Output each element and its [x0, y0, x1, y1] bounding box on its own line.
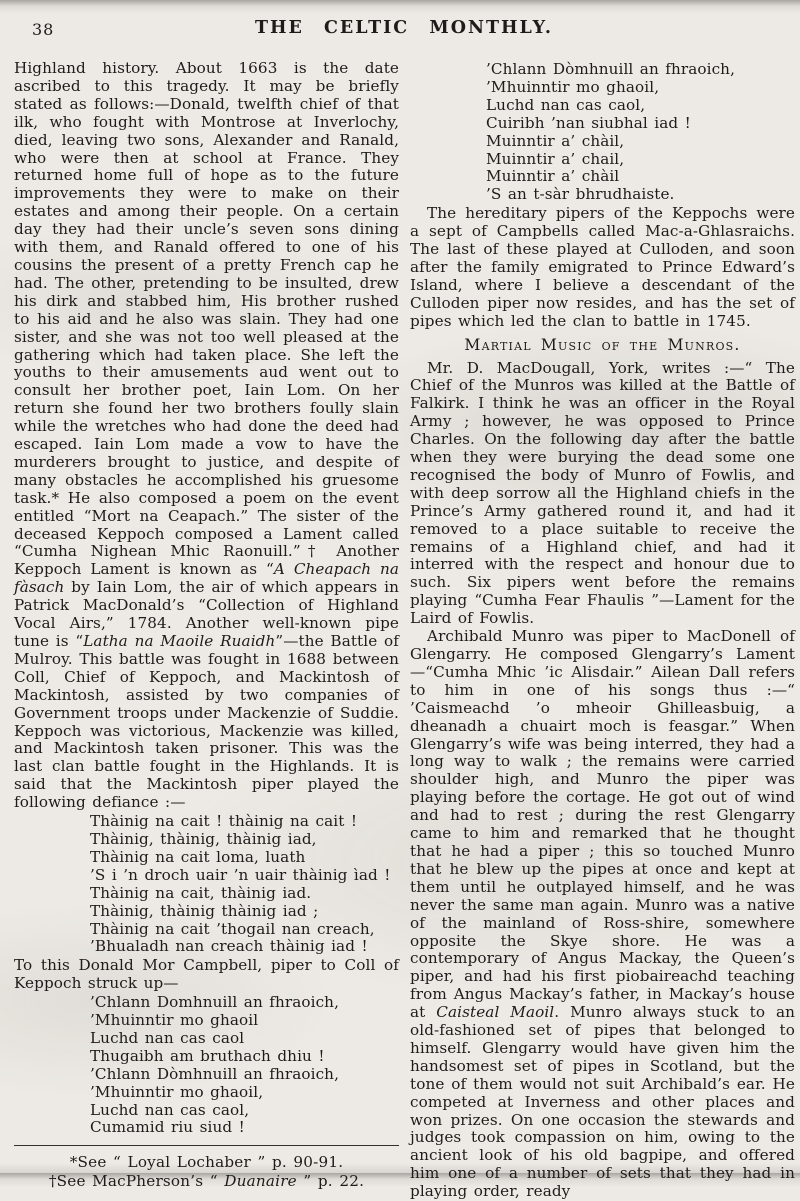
two-column-body: [14, 60, 794, 1201]
text-run: Mr. D. MacDougall, York, writes :—“ The Chief of the Munros was killed at the Battle of Falkirk. I think he was an officer in the Royal Army ; however, he was opposed to Prince Charles. On the following day after the battle when they were burying the dead some one recognised the body of Munro of Fowlis, and with deep sorrow all the Highland chiefs in the Prince’s Army gathered round it, and had it removed to a place suitable to receive the remains of a Highland chief, and had it interred with the respect and honour due to such. Six pipers went before the remains playing “Cumha Fear Fhaulis ”—Lament for the Laird of Fowlis.: [410, 358, 795, 628]
journal-title: THE CELTIC MONTHLY.: [254, 18, 554, 38]
verse-line: Cumamid riu siud !: [90, 1118, 245, 1137]
verse-line: Muinntir a’ chàil,: [486, 131, 625, 150]
verse-line: ’S an t-sàr bhrudhaiste.: [486, 185, 675, 204]
verse-line: Thàinig, thàinig thàinig iad ;: [90, 901, 319, 920]
verse-line: ’Chlann Dòmhnuill an fhraoich,: [90, 1064, 339, 1083]
verse-line: ’S i ’n droch uair ’n uair thàinig ìad !: [90, 865, 391, 884]
verse-line: ’Mhuinntir mo ghaoil: [90, 1011, 259, 1030]
verse-line: ’Chlann Domhnuill an fhraoich,: [90, 993, 339, 1012]
italic-text-run: Caisteal Maoil: [436, 1003, 555, 1022]
left-column: [14, 60, 399, 1201]
verse-line: Thugaibh am bruthach dhiu !: [90, 1046, 325, 1065]
paragraph: [410, 628, 795, 1201]
verse-line: Cuiribh ’nan siubhal iad !: [486, 113, 691, 132]
verse-stanza: [90, 813, 399, 956]
text-run: . Munro always stuck to an old-fashioned set of pipes that belonged to himself. Glengarry would have given him the handsomest set of pipes in Scotland, but the tone of them would not suit Archibald’s ear. He competed at Inverness and other places and won prizes. On one occasion the stewards and judges took compassion on him, owing to the ancient look of his old bagpipe, and offered him one of a number of sets that they had in playing order, ready: [410, 1003, 795, 1201]
page-number: 38: [32, 20, 55, 39]
footnote: [14, 1153, 399, 1172]
verse-line: Luchd nan cas caol,: [486, 95, 646, 114]
footnote: [14, 1172, 399, 1191]
verse-line: ’Mhuinntir mo ghaoil,: [486, 77, 660, 96]
text-run: ” p. 22.: [296, 1172, 365, 1191]
verse-line: Muinntir a’ chail,: [486, 149, 625, 168]
verse-stanza: [486, 61, 795, 204]
verse-stanza: [90, 994, 399, 1137]
paragraph: [410, 360, 795, 629]
section-heading: Martial Music of the Munros.: [464, 335, 741, 354]
verse-line: Luchd nan cas caol: [90, 1028, 245, 1047]
verse-line: ’Mhuinntir mo ghaoil,: [90, 1082, 264, 1101]
verse-line: Thàinig, thàinig, thàinig iad,: [90, 829, 317, 848]
verse-line: ’Chlann Dòmhnuill an fhraoich,: [486, 60, 735, 78]
verse-line: Muinntir a’ chàil: [486, 167, 620, 186]
italic-text-run: A Cheapach na fàsach: [14, 560, 399, 597]
verse-line: Thàinig na cait ! thàinig na cait !: [90, 812, 358, 831]
footnotes-block: [14, 1145, 399, 1191]
right-column: [410, 60, 795, 1201]
italic-text-run: Duanaire: [224, 1172, 297, 1191]
text-run: The hereditary pipers of the Keppochs were a sept of Campbells called Mac-a-Ghlasraichs. The last of these played at Culloden, and soon after the family emigrated to Prince Edward’s Island, where I believe a descendant of the Culloden piper now resides, and has the set of pipes which led the clan to battle in 1745.: [410, 204, 795, 330]
verse-line: ’Bhualadh nan creach thàinig iad !: [90, 937, 368, 956]
text-run: by Iain Lom, the air of which appears in Patrick MacDonald’s “Collection of Highland Vocal Airs,” 1784. Another well-known pipe tune is “: [14, 578, 399, 650]
text-run: †See MacPherson’s “: [48, 1172, 225, 1191]
paragraph: [14, 60, 399, 812]
verse-line: Thàinig na cait ’thogail nan creach,: [90, 919, 375, 938]
text-run: *See “ Loyal Lochaber ” p. 90-91.: [69, 1153, 344, 1172]
paragraph: [14, 957, 399, 993]
verse-line: Luchd nan cas caol,: [90, 1100, 250, 1119]
text-run: To this Donald Mor Campbell, piper to Coll of Keppoch struck up—: [14, 956, 399, 993]
page-header: [14, 14, 794, 44]
italic-text-run: Latha na Maoile Ruaidh: [83, 632, 276, 650]
verse-line: Thàinig na cait, thàinig iad.: [90, 883, 312, 902]
text-run: Archibald Munro was piper to MacDonell of Glengarry. He composed Glengarry’s Lament —“Cumha Mhic ’ic Alisdair.” Ailean Dall refers to him in one of his songs thus :—“ ’Caismeachd ’o mheoir Ghilleasbuig, a dheanadh a chuairt moch is feasgar.” When Glengarry’s wife was being interred, they had a long way to walk ; the remains were carried shoulder high, and Munro the piper was playing before the cortage. He got out of wind and had to rest ; during the rest Glengarry came to him and remarked that he thought that he had a piper ; this so touched Munro that he blew up the pipes at once and kept at them until he outplayed himself, and he was never the same man again. Munro was a native of the mainland of Ross-shire, somewhere opposite the Skye shore. He was a contemporary of Angus Mackay, the Queen’s piper, and had his first piobaireachd teaching from Angus Mackay’s father, in Mackay’s house at: [410, 627, 795, 1022]
verse-line: Thàinig na cait loma, luath: [90, 847, 306, 866]
text-run: Highland history. About 1663 is the date ascribed to this tragedy. It may be briefly stated as follows:—Donald, twelfth chief of that ilk, who fought with Montrose at Inverlochy, died, leaving two sons, Alexander and Ranald, who were then at school at France. They returned home full of hope as to the future improvements they were to make on their estates and among their people. On a certain day they had their uncle’s seven sons dining with them, and Ranald offered to one of his cousins the present of a pretty French cap he had. The other, pretending to be insulted, drew his dirk and stabbed him, His brother rushed to his aid and he also was slain. They had one sister, and she was not too well pleased at the gathering which had taken place. She left the youths to their amusements aud went out to consult her brother poet, Iain Lom. On her return she found her two brothers foully slain while the wretches who had done the deed had escaped. Iain Lom made a vow to have the murderers brought to justice, and despite of many obstacles he accomplished his gruesome task.* He also composed a poem on the event entitled “Mort na Ceapach.” The sister of the deceased Keppoch composed a Lament called “Cumha Nighean Mhic Raonuill.”† Another Keppoch Lament is known as “: [14, 59, 399, 579]
footnote-divider: [14, 1145, 399, 1146]
text-run: ”—the Battle of Mulroy. This battle was fought in 1688 between Coll, Chief of Keppoch, and Mackintosh of Mackintosh, assisted by two companies of Government troops under Mackenzie of Suddie. Keppoch was victorious, Mackenzie was killed, and Mackintosh taken prisoner. This was the last clan battle fought in the Highlands. It is said that the Mackintosh piper played the following defiance :—: [14, 632, 400, 812]
paragraph: [410, 205, 795, 330]
